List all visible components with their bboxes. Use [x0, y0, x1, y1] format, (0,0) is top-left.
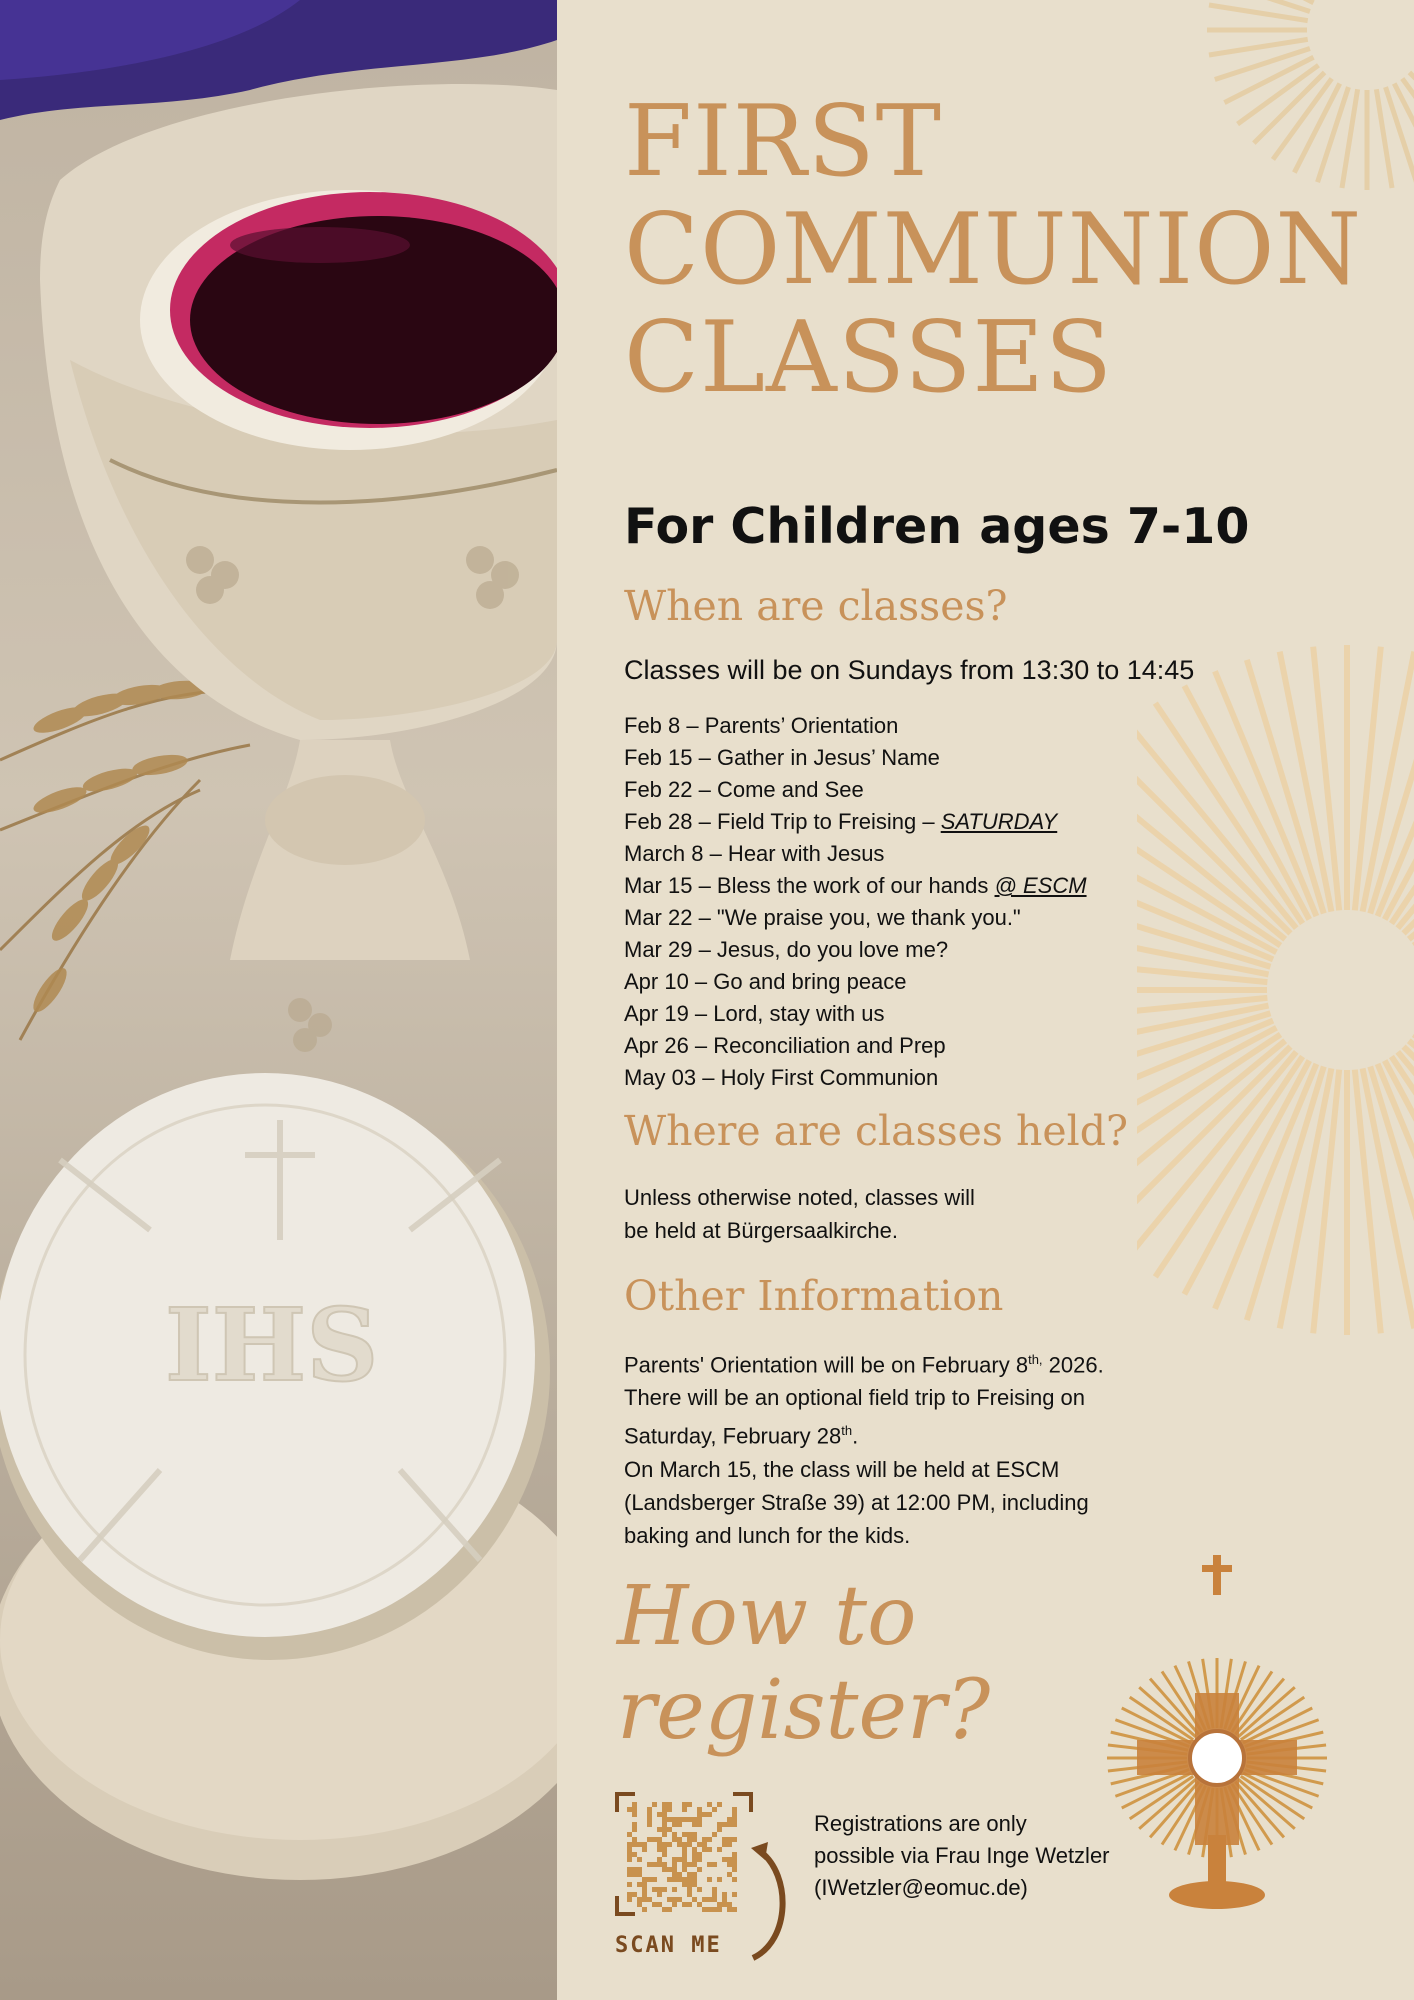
where-text: Unless otherwise noted, classes will be held at Bürgersaalkirche. — [624, 1185, 975, 1243]
class-time: Classes will be on Sundays from 13:30 to 14:45 — [624, 655, 1195, 685]
qr-code-scan-me[interactable] — [613, 1790, 803, 1965]
page-title — [624, 85, 1363, 415]
sunburst-decoration-middle — [1137, 640, 1414, 1340]
photo-illustration — [0, 0, 557, 2000]
schedule-item: Feb 28 – Field Trip to Freising – SATURDAY — [624, 809, 1058, 834]
title-line: CLASSES — [624, 301, 1114, 415]
title-line: COMMUNION — [624, 193, 1363, 307]
age-subtitle: For Children ages 7-10 — [624, 498, 1250, 555]
schedule-item: Mar 15 – Bless the work of our hands @ ESCM — [624, 873, 1087, 898]
register-heading: How to register? — [617, 1569, 991, 1758]
other-heading: Other Information — [624, 1272, 1004, 1320]
schedule-item: Apr 19 – Lord, stay with us — [624, 1001, 885, 1026]
content-panel — [557, 0, 1414, 2000]
chalice-host-photo — [0, 0, 557, 2000]
host-ihs-emblem: IHS — [165, 1286, 379, 1404]
schedule-item: March 8 – Hear with Jesus — [624, 841, 885, 866]
schedule-item: Mar 29 – Jesus, do you love me? — [624, 937, 949, 962]
schedule-note: @ ESCM — [994, 873, 1087, 898]
schedule-item: Apr 10 – Go and bring peace — [624, 969, 907, 994]
monstrance-icon — [1092, 1545, 1342, 1915]
schedule-item: Feb 8 – Parents’ Orientation — [624, 713, 899, 738]
schedule-item: Apr 26 – Reconciliation and Prep — [624, 1033, 946, 1058]
schedule-item: Mar 22 – "We praise you, we thank you." — [624, 905, 1021, 930]
schedule-note: SATURDAY — [940, 809, 1058, 834]
registration-info: Registrations are only possible via Frau Inge Wetzler (IWetzler@eomuc.de) — [814, 1811, 1110, 1900]
where-heading: Where are classes held? — [624, 1107, 1128, 1155]
schedule-item: Feb 22 – Come and See — [624, 777, 864, 802]
schedule-item: May 03 – Holy First Communion — [624, 1065, 939, 1090]
title-line: FIRST — [624, 85, 942, 199]
when-heading: When are classes? — [624, 582, 1008, 630]
schedule-item: Feb 15 – Gather in Jesus’ Name — [624, 745, 940, 770]
scan-me-label: SCAN ME — [615, 1933, 722, 1958]
other-text: Parents' Orientation will be on February $8^{th,}$ 2026. There will be an optional field trip to Freising on Saturday, February 28th. On March 15, the class will be held at ESCM (Landsberger Straße 39) at 12:00 PM, including baking and lunch for the kids. — [624, 1352, 1104, 1548]
schedule-list — [624, 710, 1087, 1094]
